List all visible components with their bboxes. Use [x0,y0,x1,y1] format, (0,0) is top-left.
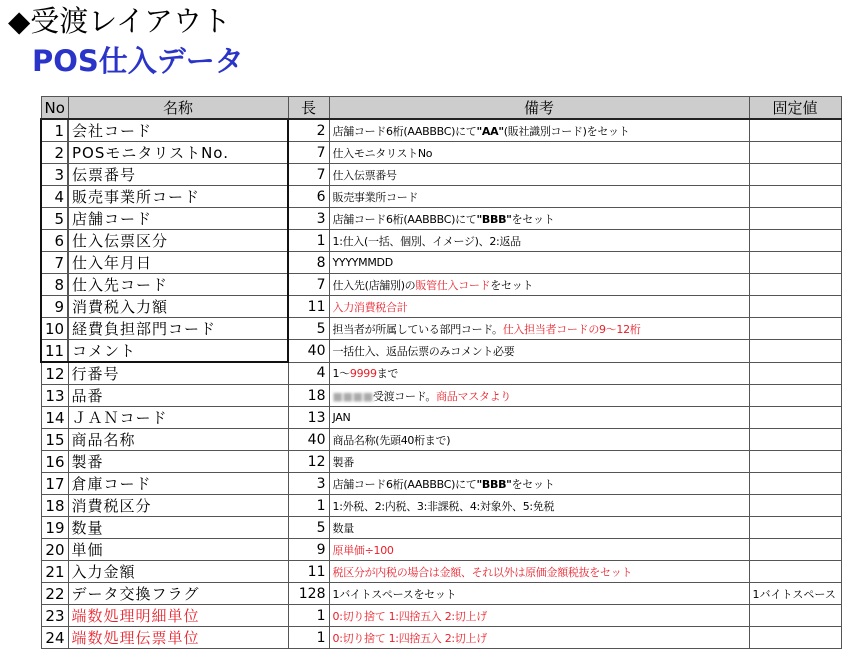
cell-no: 15 [41,429,68,451]
table-row [41,186,841,208]
cell-no: 22 [41,583,68,605]
cell-name: 伝票番号 [68,164,288,186]
note-segment: 0:切り捨て 1:四捨五入 2:切上げ [332,609,487,623]
cell-name: コメント [68,340,288,363]
note-segment: "BBB" [476,477,512,491]
cell-no: 6 [41,230,68,252]
cell-note [329,495,749,517]
cell-name: 品番 [68,385,288,407]
cell-name: 行番号 [68,362,288,385]
note-segment: 一括仕入、返品伝票のみコメント必要 [332,344,515,358]
cell-note [329,385,749,407]
cell-no: 4 [41,186,68,208]
note-segment: 0:切り捨て 1:四捨五入 2:切上げ [332,631,487,645]
note-segment: "BBB" [476,212,512,226]
cell-no: 13 [41,385,68,407]
cell-note [329,605,749,627]
table-row [41,473,841,495]
cell-fixed [749,385,841,407]
cell-note [329,473,749,495]
table-row [41,164,841,186]
note-segment: "AA" [476,124,504,138]
cell-fixed [749,429,841,451]
note-segment: ■■■■ [332,389,373,403]
cell-note [329,230,749,252]
cell-name: 端数処理明細単位 [68,605,288,627]
note-segment: 商品名称(先頭40桁まで) [332,433,451,447]
note-segment: まで [376,367,399,381]
cell-no: 18 [41,495,68,517]
table-row [41,340,841,363]
table-row [41,495,841,517]
table-row [41,208,841,230]
layout-table [40,96,842,649]
cell-name: 製番 [68,451,288,473]
page-heading: ◆受渡レイアウト [8,4,231,38]
table-row [41,517,841,539]
cell-note [329,252,749,274]
cell-note [329,296,749,318]
table-header-row [41,97,841,120]
table-row [41,583,841,605]
note-segment: をセット [511,477,555,491]
cell-note [329,517,749,539]
note-segment: 担当者が所属している部門コード。 [332,322,503,336]
cell-fixed [749,208,841,230]
cell-note [329,186,749,208]
cell-length: 1 [288,495,329,517]
cell-name: 販売事業所コード [68,186,288,208]
cell-note [329,318,749,340]
cell-length: 7 [288,142,329,164]
cell-note [329,119,749,142]
note-segment: 入力消費税合計 [332,300,408,314]
cell-note [329,539,749,561]
cell-fixed [749,164,841,186]
note-segment: 受渡コード。 [372,389,437,403]
cell-note [329,208,749,230]
cell-fixed [749,230,841,252]
cell-fixed [749,274,841,296]
cell-fixed [749,473,841,495]
cell-name: 仕入年月日 [68,252,288,274]
cell-length: 1 [288,627,329,649]
cell-length: 128 [288,583,329,605]
table-row [41,407,841,429]
table-row [41,362,841,385]
cell-length: 1 [288,230,329,252]
table-row [41,230,841,252]
cell-fixed [749,495,841,517]
cell-note [329,561,749,583]
table-row [41,561,841,583]
cell-note [329,407,749,429]
note-segment: 仕入伝票番号 [332,168,397,182]
cell-no: 3 [41,164,68,186]
cell-length: 40 [288,429,329,451]
note-segment: 1〜 [332,367,350,381]
cell-length: 13 [288,407,329,429]
note-segment: 原単価÷100 [332,543,394,557]
cell-name: 商品名称 [68,429,288,451]
cell-fixed [749,605,841,627]
cell-no: 21 [41,561,68,583]
cell-name: 店舗コード [68,208,288,230]
note-segment: 販管仕入コード [415,278,491,292]
cell-fixed [749,561,841,583]
cell-note [329,451,749,473]
cell-no: 12 [41,362,68,385]
cell-no: 14 [41,407,68,429]
cell-no: 17 [41,473,68,495]
cell-fixed [749,119,841,142]
cell-fixed [749,252,841,274]
cell-no: 2 [41,142,68,164]
note-segment: 店舗コード6桁(AABBBC)にて [332,124,477,138]
cell-no: 23 [41,605,68,627]
cell-fixed [749,186,841,208]
cell-name: 消費税区分 [68,495,288,517]
note-segment: 製番 [332,455,354,469]
cell-note [329,429,749,451]
cell-name: ＪＡＮコード [68,407,288,429]
note-segment: 店舗コード6桁(AABBBC)にて [332,477,477,491]
cell-fixed [749,340,841,363]
table-row [41,451,841,473]
cell-fixed [749,142,841,164]
cell-no: 11 [41,340,68,363]
cell-no: 5 [41,208,68,230]
table-row [41,539,841,561]
cell-length: 7 [288,274,329,296]
cell-no: 19 [41,517,68,539]
cell-length: 11 [288,561,329,583]
note-segment: 1:外税、2:内税、3:非課税、4:対象外、5:免税 [332,499,555,513]
table-row [41,429,841,451]
note-segment: 店舗コード6桁(AABBBC)にて [332,212,477,226]
cell-fixed [749,627,841,649]
cell-name: 会社コード [68,119,288,142]
cell-no: 1 [41,119,68,142]
cell-length: 40 [288,340,329,363]
cell-length: 2 [288,119,329,142]
cell-note [329,362,749,385]
note-segment: 1バイトスペースをセット [332,587,457,601]
cell-no: 10 [41,318,68,340]
cell-fixed: 1バイトスペース [749,583,841,605]
note-segment: 販売事業所コード [332,190,419,204]
note-segment: 数量 [332,521,354,535]
cell-name: 単価 [68,539,288,561]
note-segment: 9999 [349,367,377,381]
note-segment: JAN [332,411,351,424]
cell-no: 8 [41,274,68,296]
cell-length: 9 [288,539,329,561]
cell-name: 仕入先コード [68,274,288,296]
cell-fixed [749,451,841,473]
cell-length: 1 [288,605,329,627]
note-segment: 仕入担当者コードの9〜12桁 [502,322,641,336]
table-row [41,142,841,164]
cell-length: 12 [288,451,329,473]
cell-length: 6 [288,186,329,208]
table-row [41,627,841,649]
cell-length: 11 [288,296,329,318]
cell-name: 仕入伝票区分 [68,230,288,252]
note-segment: をセット [511,212,555,226]
cell-length: 3 [288,208,329,230]
page-subheading: POS仕入データ [32,44,244,78]
cell-no: 20 [41,539,68,561]
cell-fixed [749,318,841,340]
cell-name: POSモニタリストNo. [68,142,288,164]
cell-length: 8 [288,252,329,274]
cell-length: 5 [288,318,329,340]
cell-length: 3 [288,473,329,495]
header-name: 名称 [68,97,288,120]
header-fixed: 固定値 [749,97,841,120]
note-segment: YYYYMMDD [332,256,393,269]
table-row [41,274,841,296]
header-no: No [41,97,68,120]
cell-name: 入力金額 [68,561,288,583]
cell-no: 9 [41,296,68,318]
header-note: 備考 [329,97,749,120]
cell-fixed [749,539,841,561]
table-row [41,252,841,274]
cell-name: 倉庫コード [68,473,288,495]
cell-name: 経費負担部門コード [68,318,288,340]
note-segment: をセット [490,278,534,292]
cell-no: 24 [41,627,68,649]
cell-note [329,164,749,186]
cell-note [329,142,749,164]
note-segment: 仕入先(店舗別)の [332,278,416,292]
table-row [41,605,841,627]
note-segment: 仕入モニタリストNo [332,146,433,160]
cell-fixed [749,362,841,385]
note-segment: 1:仕入(一括、個別、イメージ)、2:返品 [332,234,521,248]
cell-length: 18 [288,385,329,407]
cell-fixed [749,296,841,318]
cell-name: 消費税入力額 [68,296,288,318]
cell-no: 7 [41,252,68,274]
table-row [41,318,841,340]
cell-note [329,627,749,649]
note-segment: 税区分が内税の場合は金額、それ以外は原価金額税抜をセット [332,565,633,579]
cell-length: 5 [288,517,329,539]
cell-name: データ交換フラグ [68,583,288,605]
table-body [41,119,841,649]
table-row [41,119,841,142]
table-row [41,296,841,318]
cell-name: 端数処理伝票単位 [68,627,288,649]
cell-fixed [749,407,841,429]
header-length: 長 [288,97,329,120]
cell-length: 4 [288,362,329,385]
note-segment: (販社識別コード)をセット [503,124,630,138]
cell-note [329,583,749,605]
note-segment: 商品マスタより [436,389,511,403]
cell-note [329,274,749,296]
cell-length: 7 [288,164,329,186]
cell-name: 数量 [68,517,288,539]
cell-note [329,340,749,363]
cell-fixed [749,517,841,539]
table-row [41,385,841,407]
cell-no: 16 [41,451,68,473]
